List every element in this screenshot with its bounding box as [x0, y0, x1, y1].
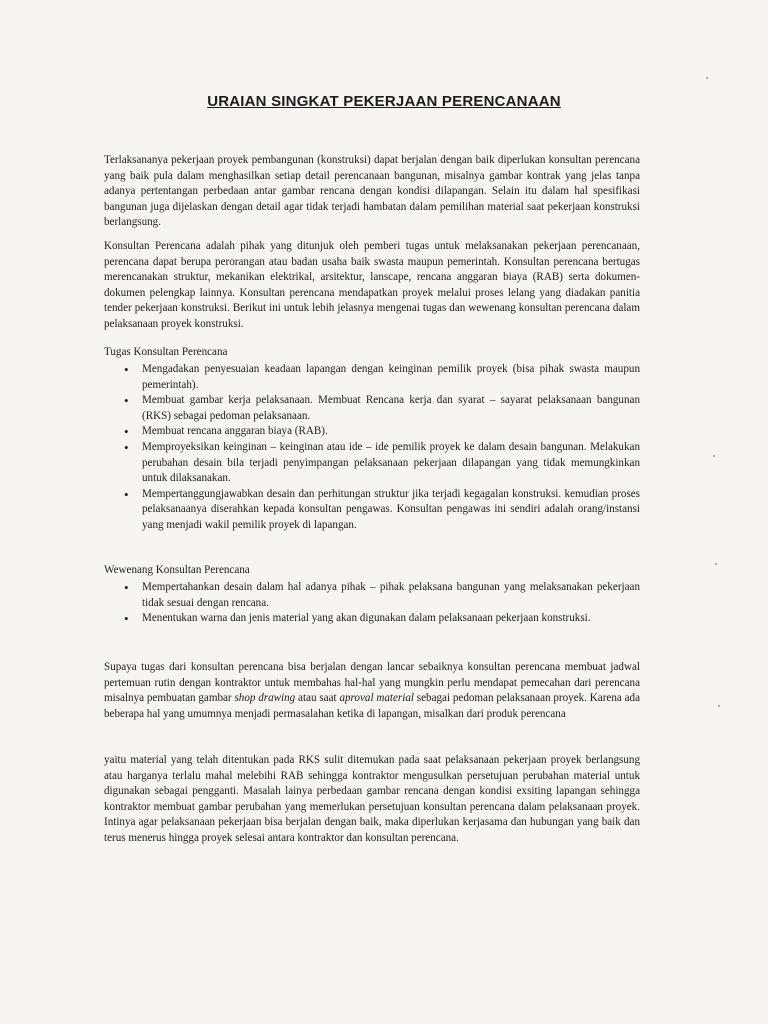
list-item: • Membuat rencana anggaran biaya (RAB). [104, 424, 640, 440]
tugas-list [104, 362, 640, 534]
document-title: URAIAN SINGKAT PEKERJAAN PERENCANAAN [207, 93, 561, 110]
definition-paragraph: Konsultan Perencana adalah pihak yang ditunjuk oleh pemberi tugas untuk melaksanakan pekerjaan perencanaan, perencana dapat berupa perorangan atau badan usaha baik swasta maupun pemerintah. Konsultan perencana bertugas merencanakan struktur, mekanikan elektrikal, arsitektur, lanscape, rencana anggaran biaya (RAB) serta dokumen-dokumen pelengkap lainnya. Konsultan perencana mendapatkan proyek melalui proses lelang yang diadakan panitia tender pekerjaan konstruksi. Berikut ini untuk lebih jelasnya mengenai tugas dan wewenang konsultan perencana dalam pelaksanaan proyek konstruksi. [104, 240, 640, 330]
scan-speck [715, 563, 717, 565]
coordination-paragraph [104, 660, 640, 722]
term-aproval-material: aproval material [339, 692, 414, 705]
list-item: • Mempertanggungjawabkan desain dan perhitungan struktur jika terjadi kegagalan konstruksi. kemudian proses pelaksanaanya diserahkan kepada konsultan pengawas. Konsultan pengawas ini sendiri adalah orang/instansi yang menjadi wakil pemilik proyek di lapangan. [104, 487, 640, 534]
wewenang-list [104, 580, 640, 627]
scan-speck [713, 455, 715, 457]
term-shop-drawing: shop drawing [234, 692, 296, 705]
paragraph-text: sebagai pedoman pelaksanaan proyek. Karena ada beberapa hal yang umumnya menjadi permasalahan ketika di lapangan, misalkan dari produk perencana [104, 692, 641, 720]
list-item: • Menentukan warna dan jenis material yang akan digunakan dalam pelaksanaan pekerjaan konstruksi. [104, 611, 640, 627]
tugas-heading: Tugas Konsultan Perencana [104, 346, 228, 358]
list-item: • Memproyeksikan keinginan – keinginan atau ide – ide pemilik proyek ke dalam desain bangunan. Melakukan perubahan desain bila terjadi penyimpangan pelaksanaan pekerjaan dilapangan yang tidak memungkinkan untuk dilaksanakan. [104, 440, 640, 487]
scan-speck [706, 77, 708, 79]
paragraph-text: Supaya tugas dari konsultan perencana bisa berjalan dengan lancar sebaiknya konsultan perencana membuat jadwal pertemuan rutin dengan kontraktor untuk membahas hal-hal yang mungkin perlu mendapat pemecahan dari perencana misalnya pembuatan gambar [104, 661, 640, 705]
paragraph-text: atau saat [295, 692, 340, 705]
material-paragraph: yaitu material yang telah ditentukan pada RKS sulit ditemukan pada saat pelaksanaan pekerjaan proyek berlangsung atau harganya terlalu mahal melebihi RAB sehingga kontraktor mengusulkan persetujuan perubahan material untuk digunakan sebagai pengganti. Masalah lainya perbedaan gambar rencana dengan kondisi exsiting lapangan sehingga kontraktor membuat gambar perubahan yang memerlukan persetujuan konsultan perencana dalam pelaksanaan proyek. Intinya agar pelaksanaan pekerjaan bisa berjalan dengan baik, maka diperlukan kerjasama dan hubungan yang baik dan terus menerus hingga proyek selesai antara kontraktor dan konsultan perencana. [104, 754, 640, 844]
scan-speck [718, 705, 720, 707]
list-item: • Membuat gambar kerja pelaksanaan. Membuat Rencana kerja dan syarat – sayarat pelaksanaan bangunan (RKS) sebagai pedoman pelaksanaan. [104, 393, 640, 424]
list-item: • Mempertahankan desain dalam hal adanya pihak – pihak pelaksana bangunan yang melaksanakan pekerjaan tidak sesuai dengan rencana. [104, 580, 640, 611]
wewenang-heading: Wewenang Konsultan Perencana [104, 564, 250, 576]
intro-paragraph: Terlaksananya pekerjaan proyek pembangunan (konstruksi) dapat berjalan dengan baik diperlukan konsultan perencana yang baik pula dalam menghasilkan setiap detail perencanaan bangunan, misalnya gambar kontrak yang jelas tanpa adanya pertentangan perbedaan antar gambar rencana dengan kondisi dilapangan. Selain itu dalam hal spesifikasi bangunan juga dijelaskan dengan detail agar tidak terjadi hambatan dalam pemilihan material saat pekerjaan konstruksi berlangsung. [104, 154, 640, 229]
list-item: • Mengadakan penyesuaian keadaan lapangan dengan keinginan pemilik proyek (bisa pihak swasta maupun pemerintah). [104, 362, 640, 393]
